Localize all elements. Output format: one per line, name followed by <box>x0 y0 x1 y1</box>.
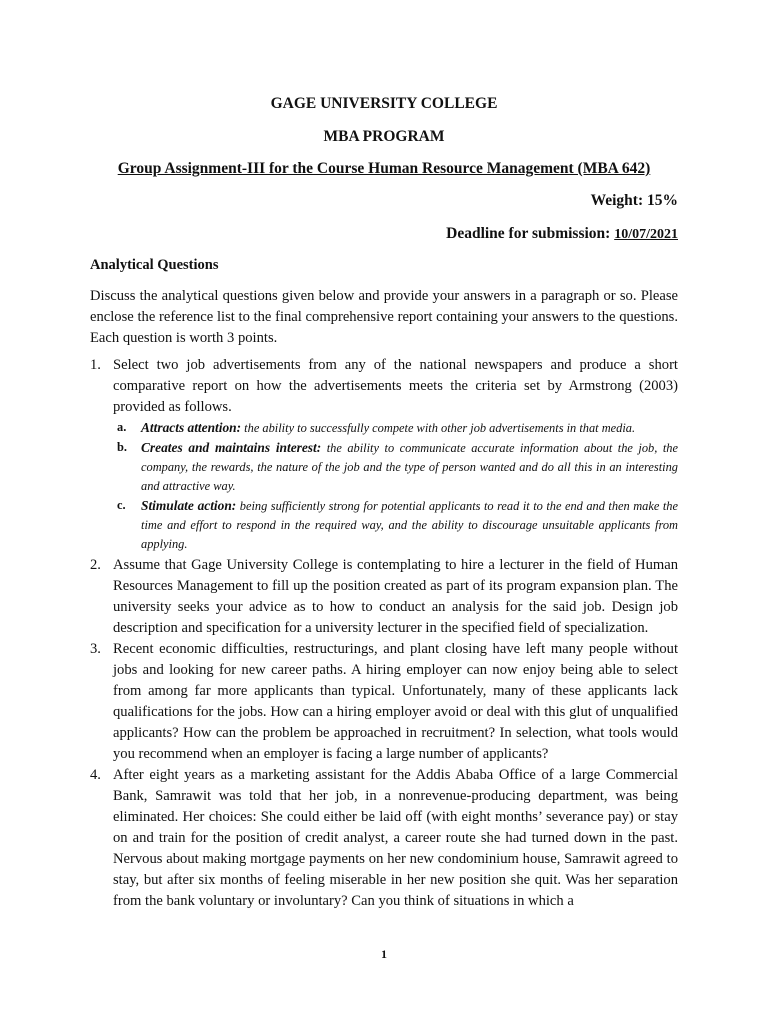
question-text: Recent economic difficulties, restructurings, and plant closing have left many people without jobs and looking for new career paths. A hiring employer can now enjoy being able to select from among far more applicants than typical. Unfortunately, many of these applicants lack qualifications for the jobs. How can a hiring employer avoid or deal with this glut of unqualified applicants? How can the problem be approached in recruitment? In selection, what tools would you recommend when an employer is facing a large number of applicants? <box>113 641 678 762</box>
question-1 <box>90 355 678 554</box>
criteria-letter: b. <box>117 440 127 454</box>
criteria-item <box>113 496 678 554</box>
page-number: 1 <box>381 947 387 961</box>
university-name: GAGE UNIVERSITY COLLEGE <box>270 95 498 112</box>
intro-paragraph: Discuss the analytical questions given below and provide your answers in a paragraph or so. Please enclose the reference list to the final comprehensive report containing your answers to the questions. Each question is worth 3 points. <box>90 288 678 346</box>
question-2 <box>90 555 678 639</box>
criteria-letter: c. <box>117 498 126 512</box>
criteria-letter: a. <box>117 420 127 434</box>
question-number: 4. <box>90 767 101 783</box>
question-4 <box>90 765 678 912</box>
deadline-date: 10/07/2021 <box>614 227 678 242</box>
criteria-desc: the ability to successfully compete with other job advertisements in that media. <box>241 421 636 435</box>
section-title: Analytical Questions <box>90 257 219 273</box>
criteria-item <box>113 438 678 496</box>
question-text: Assume that Gage University College is contemplating to hire a lecturer in the field of Human Resources Management to fill up the position created as part of its program expansion plan. The university seeks your advice as to how to conduct an analysis for the said job. Design job description and specification for a university lecturer in the specified field of specialization. <box>113 557 678 636</box>
weight-label: Weight: 15% <box>590 192 678 209</box>
criteria-item <box>113 418 678 438</box>
deadline <box>446 223 678 245</box>
course-title: Group Assignment-III for the Course Human Resource Management (MBA 642) <box>117 160 651 177</box>
question-list <box>90 355 678 912</box>
question-3 <box>90 639 678 765</box>
question-number: 3. <box>90 641 101 657</box>
question-text: Select two job advertisements from any of the national newspapers and produce a short comparative report on how the advertisements meets the criteria set by Armstrong (2003) provided as follows. <box>113 357 678 415</box>
criteria-desc: the ability to communicate accurate information about the job, the company, the rewards, the nature of the job and the type of person wanted and do all this in an interesting and attractive way. <box>141 441 678 493</box>
question-text: After eight years as a marketing assistant for the Addis Ababa Office of a large Commercial Bank, Samrawit was told that her job, in a nonrevenue-producing department, was being eliminated. Her choices: She could either be laid off (with eight months’ severance pay) or stay on and train for the position of credit analyst, a career route she had turned down in the past. Nervous about making mortgage payments on her new condominium house, Samrawit agreed to stay, but after six months of feeling miserable in her new position she quit. Was her separation from the bank voluntary or involuntary? Can you think of situations in which a <box>113 767 678 909</box>
program-name: MBA PROGRAM <box>323 128 445 145</box>
deadline-label: Deadline for submission: <box>446 225 615 242</box>
question-number: 2. <box>90 557 101 573</box>
criteria-list <box>113 418 678 554</box>
criteria-term: Creates and maintains interest: <box>141 440 322 455</box>
criteria-term: Stimulate action: <box>141 498 237 513</box>
criteria-term: Attracts attention: <box>141 420 242 435</box>
criteria-desc: being sufficiently strong for potential applicants to read it to the end and then make the time and effort to respond in the required way, and the ability to discourage unsuitable applicants from applying. <box>141 499 679 551</box>
question-number: 1. <box>90 357 101 373</box>
